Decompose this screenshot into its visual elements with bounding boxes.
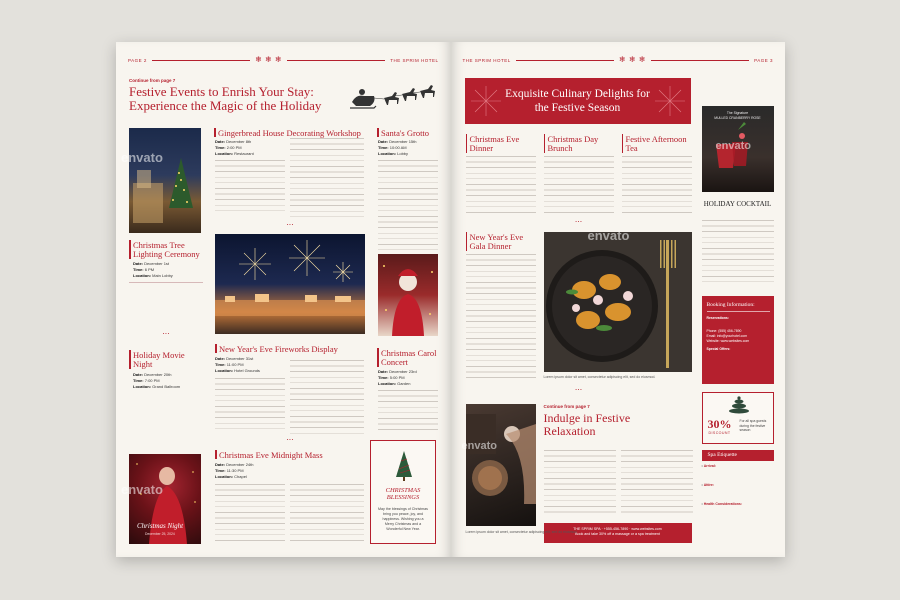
cocktail-text	[702, 220, 774, 282]
snowflake-icon	[471, 86, 501, 116]
fireworks-photo	[215, 234, 365, 334]
gala-dinner-text	[466, 254, 536, 378]
spa-kicker: Continue from page 7	[543, 404, 590, 409]
discount-word: DISCOUNT	[708, 431, 731, 435]
christmas-tree-meta: Date: December 1st Time: 6 PM Location: Main Lobby	[133, 261, 173, 278]
cocktail-title: HOLIDAY COCKTAIL	[703, 200, 772, 208]
christmas-tree-photo	[121, 128, 201, 233]
snowflake-icon	[655, 86, 685, 116]
sleigh-reindeer-icon	[348, 84, 438, 112]
banner-title: Exquisite Culinary Delights for the Festive Season	[505, 88, 650, 114]
dessert-plate-photo	[544, 228, 692, 372]
etiquette-attire: Attire:	[703, 483, 715, 487]
fireworks-meta: Date: December 31st Time: 11:00 PM Location: Hotel Grounds	[215, 356, 260, 373]
cocktail-photo	[702, 106, 774, 192]
booking-website: Website: www.websites.com	[706, 339, 750, 343]
christmas-night-photo	[121, 454, 201, 544]
discount-percent: 30%	[707, 417, 732, 431]
midnight-mass-text-col1	[215, 484, 285, 542]
left-page-header	[128, 54, 439, 66]
right-page-header	[463, 54, 774, 66]
watermark: envato	[715, 140, 751, 152]
gingerbread-text-col1	[215, 160, 285, 215]
cocktail-brand2: MULLED CRANBERRY ROSE	[714, 115, 761, 120]
christmas-tree-icon	[394, 451, 414, 481]
etiquette-health: Health Considerations:	[703, 502, 743, 506]
photo-caption: Lorem ipsum dolor sit amet, consectetur adipiscing elit, sed do eiusmod.	[543, 375, 656, 379]
booking-box	[702, 296, 774, 384]
gingerbread-meta: Date: December 8th Time: 2:00 PM Location: Restaurant	[215, 139, 254, 156]
cocktail-brand: The Signature	[726, 111, 749, 115]
santa-title: Santa's Grotto	[381, 128, 430, 138]
etiquette-arrival: Arrival:	[703, 464, 716, 468]
blessings-text: May the blessings of Christmas bring you peace, joy, and happiness. Wishing you a Merry Christmas and a Wonderful New Year.	[378, 507, 428, 531]
christmas-blessings-box	[370, 440, 436, 544]
reservations-label: Reservations:	[706, 316, 729, 320]
christmas-night-title: Christmas Night	[137, 522, 184, 530]
christmas-tree-title: Christmas Tree Lighting Ceremony	[133, 240, 200, 259]
spa-photo	[461, 404, 536, 526]
santa-photo	[378, 254, 438, 336]
eve-dinner-title: Christmas Eve Dinner	[469, 134, 520, 153]
booking-email: Email: info@yourhotel.com	[706, 334, 748, 338]
discount-text: For all spa guests during the festive season	[739, 419, 767, 433]
watermark: envato	[121, 150, 163, 165]
watermark: envato	[461, 440, 497, 452]
spa-photo-caption: Lorem ipsum dolor sit amet, consectetur adipiscing elit, sed do eiusmod.	[465, 530, 578, 534]
booking-phone: Phone: (555) 456-7890	[706, 329, 742, 333]
fireworks-text-col2	[290, 360, 364, 434]
midnight-mass-meta: Date: December 24th Time: 11:30 PM Location: Chapel	[215, 462, 254, 479]
spa-text-col2	[621, 450, 693, 514]
fireworks-text-col1	[215, 378, 285, 434]
newsletter-spread	[116, 42, 785, 557]
spa-footer-phone: +555-456-7890	[603, 527, 629, 531]
spa-title: Indulge in Festive Relaxation	[543, 411, 631, 438]
special-offers-label: Special Offers:	[706, 347, 731, 351]
eve-dinner-text	[466, 156, 536, 214]
left-page: PAGE 2 ❄ ❄ ❄ THE SPRIM HOTEL Continue from page 7 Festive Events to Enrish Your Stay: Experience the Magic of the Holiday envato Christmas Tree Lighting Ceremony Date: December 1st Time: 6 PM Location: Main Lobby • • • Holiday Movie Night Date: December 20th Time: 7:00 PM Location: Grand Ballroom Christmas Night December 25, 2024 envato Gingerbread House Decorating Workshop Date: December 8th Time: 2:00 PM Location: Restaurant • • • New Year's Eve Fireworks Display Date: December 31st Time: 11:00 PM Location: Hotel Grounds • • • Christmas Eve Midnight Mass Date: December 24th Time: 11:30 PM Location: Chapel Santa's Grotto Date: December 15th Time: 10:00 AM Location: Lobby Christmas Carol Concert Date: December 23rd Time: 5:00 PM Location: Garden CHRISTMAS BLESSINGS May the blessings of Christmas bring you peace, joy, and happiness. Wishing you a Merry Christmas and a Wonderful New Year.	[116, 42, 451, 557]
midnight-mass-title: Christmas Eve Midnight Mass	[219, 450, 323, 460]
carol-concert-text	[378, 390, 438, 430]
page-title: Festive Events to Enrish Your Stay: Experience the Magic of the Holiday	[129, 84, 322, 114]
fireworks-title: New Year's Eve Fireworks Display	[219, 344, 338, 354]
watermark: envato	[121, 482, 163, 497]
spa-stones-icon	[728, 396, 750, 414]
hotel-name: THE SPRIM HOTEL	[390, 57, 439, 63]
page-label: PAGE 2	[128, 57, 147, 63]
page-label: PAGE 3	[754, 57, 774, 63]
spa-text-col1	[544, 450, 616, 514]
culinary-banner	[465, 78, 691, 124]
spa-footer-book: Book and take 30% off a massage or a spa treatment	[575, 532, 660, 536]
santa-meta: Date: December 15th Time: 10:00 AM Location: Lobby	[378, 139, 417, 156]
christmas-night-sub: December 25, 2024	[145, 532, 175, 536]
right-page: THE SPRIM HOTEL ❄ ❄ ❄ PAGE 3 Exquisite Culinary Delights for the Festive Season Christmas Eve Dinner Christmas Day Brunch Festive Afternoon Tea • • • New Year's Eve Gala Dinner envato Lorem ipsum dolor sit amet, consectetur adipiscing elit, sed do eiusmod. The Signature MULLED CRANBERRY ROSE envato HOLIDAY COCKTAIL Booking Information: Reservations: Phone: (555) 456-7890 Email: info@yourhotel.com Website: www.websites.com Special Offers: • • • envato Continue from page 7 Indulge in Festive Relaxation THE SPRIM SPA · +555-456-7890 · www.websites.com Book and take 30% off a massage or a spa treatment Lorem ipsum dolor sit amet, consectetur adipiscing elit, sed do eiusmod. 30% DISCOUNT For all spa guests during the festive season Spa Etiquette • Arrival: • Attire: • Health Considerations:	[451, 42, 786, 557]
blessings-title: CHRISTMAS BLESSINGS	[385, 487, 421, 501]
spa-footer-bar: THE SPRIM SPA · +555-456-7890 · www.websites.com Book and take 30% off a massage or a spa treatment	[544, 523, 692, 543]
booking-title: Booking Information:	[706, 302, 755, 308]
gingerbread-text-col2	[290, 138, 364, 218]
afternoon-tea-title: Festive Afternoon Tea	[625, 134, 687, 153]
holiday-movie-meta: Date: December 20th Time: 7:00 PM Location: Grand Ballroom	[133, 372, 181, 389]
day-brunch-text	[544, 156, 614, 214]
discount-box	[702, 392, 774, 444]
spa-footer-site: www.websites.com	[631, 527, 662, 531]
etiquette-header: Spa Etiquette	[702, 450, 774, 461]
carol-concert-title: Christmas Carol Concert	[381, 348, 437, 367]
holiday-movie-text	[129, 392, 203, 444]
gingerbread-title: Gingerbread House Decorating Workshop	[218, 128, 361, 138]
midnight-mass-text-col2	[290, 484, 364, 542]
watermark: envato	[587, 228, 630, 243]
snowflake-icon: ❄ ❄ ❄	[255, 55, 283, 64]
day-brunch-title: Christmas Day Brunch	[547, 134, 599, 153]
snowflake-icon: ❄ ❄ ❄	[618, 55, 646, 64]
holiday-movie-title: Holiday Movie Night	[133, 350, 185, 369]
hotel-name: THE SPRIM HOTEL	[462, 57, 511, 63]
etiquette-list: • Arrival: • Attire: • Health Considerations:	[701, 464, 743, 506]
afternoon-tea-text	[622, 156, 692, 214]
gala-dinner-title: New Year's Eve Gala Dinner	[469, 232, 524, 251]
santa-text	[378, 160, 438, 250]
spa-footer-name: THE SPRIM SPA	[573, 527, 601, 531]
carol-concert-meta: Date: December 23rd Time: 5:00 PM Location: Garden	[378, 369, 417, 386]
christmas-tree-text	[129, 282, 203, 328]
continue-kicker: Continue from page 7	[129, 78, 176, 83]
